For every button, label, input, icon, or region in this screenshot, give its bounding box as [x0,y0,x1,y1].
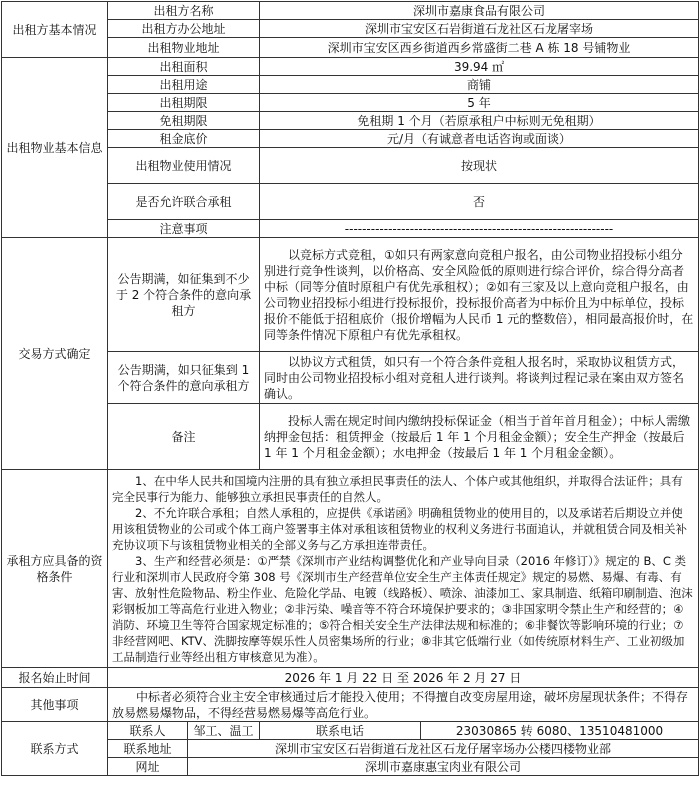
requirements-section-label: 承租方应具备的资格条件 [2,470,108,668]
contact-address-label: 联系地址 [108,740,188,758]
notes-value: -------------------------------------------------------------- [260,220,699,238]
usage-label: 出租物业使用情况 [108,148,260,184]
area-label: 出租面积 [108,58,260,76]
requirement-item: 1、在中华人民共和国境内注册的具有独立承担民事责任的法人、个体户或其他组织，并取得合法证件；具有完全民事行为能力、能够独立承担民事责任的自然人。 [112,473,683,504]
free-period-label: 免租期限 [108,112,260,130]
property-address-label: 出租物业地址 [108,38,260,58]
use-value: 商铺 [260,76,699,94]
use-label: 出租用途 [108,76,260,94]
free-period-value: 免租期 1 个月（若原承租户中标则无免租期） [260,112,699,130]
contact-address: 深圳市宝安区石岩街道石龙社区石龙仔屠宰场办公楼四楼物业部 [188,740,699,758]
remark-label: 备注 [108,404,260,470]
requirement-item: 3、生产和经营必须是：①严禁《深圳市产业结构调整优化和产业导向目录（2016 年修订）》规定的 B、C 类行业和深圳市人民政府令第 308 号《深圳市生产经营单位安全生产主体责任规定》规定的易燃、易爆、有毒、有害、放射性危险物品、粉尘作业、危险化学品、电镀（线路板）、喷涂、油漆加工、家具制造、纸箱印刷制造、泡沫彩钢板加工等高危行业进入物业；②非污染、噪音等不符合环境保护要求的；③非国家明令禁止生产和经营的；④消防、环境卫生等符合国家规定标准的；⑤符合相关安全生产法律法规和标准的；⑥非餐饮等影响环境的行业；⑦非经营网吧、KTV、洗脚按摩等娱乐性人员密集场所的行业；⑧非其它低端行业（如传统原材料生产、工业初级加工品制造行业等经出租方审核意见为准）。 [112,553,693,664]
lessor-office-label: 出租方办公地址 [108,20,260,38]
joint-lease-label: 是否允许联合承租 [108,184,260,220]
website-label: 网址 [108,758,188,776]
registration-period: 2026 年 1 月 22 日 至 2026 年 2 月 27 日 [108,668,699,688]
single-bidder-text: 以协议方式租赁，如只有一个符合条件竞租人报名时，采取协议租赁方式，同时由公司物业招投标小组对竞租人进行谈判。将谈判过程记录在案由双方签名确认。 [260,352,699,404]
multi-bidder-label: 公告期满，如征集到不少于 2 个符合条件的意向承租方 [108,238,260,352]
contact-person-label: 联系人 [108,722,188,740]
notes-label: 注意事项 [108,220,260,238]
usage-value: 按现状 [260,148,699,184]
other-text: 中标者必须符合业主安全审核通过后才能投入使用；不得擅自改变房屋用途，破坏房屋现状条件；不得存放易燃易爆物品，不得经营易燃易爆等高危行业。 [108,688,699,722]
lessor-name: 深圳市嘉康食品有限公司 [260,2,699,20]
contact-phone: 23030865 转 6080、13510481000 [421,722,699,740]
website-link[interactable]: 深圳市嘉康惠宝肉业有限公司 [188,758,699,776]
lessor-name-label: 出租方名称 [108,2,260,20]
term-value: 5 年 [260,94,699,112]
contact-phone-label: 联系电话 [260,722,421,740]
requirements-text [108,470,699,668]
contact-person: 邹工、温工 [188,722,260,740]
other-label: 其他事项 [2,688,108,722]
single-bidder-label: 公告期满，如只征集到 1 个符合条件的意向承租方 [108,352,260,404]
property-address: 深圳市宝安区西乡街道西乡常盛街二巷 A 栋 18 号铺物业 [260,38,699,58]
requirement-item: 2、不允许联合承租；自然人承租的，应提供《承诺函》明确租赁物业的使用目的，以及承诺若后期设立并使用该租赁物业的公司或个体工商户签署事主体对承租该租赁物业的权利义务进行书面追认，并就租赁合同及相关补充协议项下与该租赁物业相关的全部义务与乙方承担连带责任。 [112,505,687,552]
remark-text: 投标人需在规定时间内缴纳投标保证金（相当于首年首月租金）；中标人需缴纳押金包括：租赁押金（按最后 1 年 1 个月租金金额）；安全生产押金（按最后 1 年 1 个月租金金额）；水电押金（按最后 1 年 1 个月租金金额）。 [260,404,699,470]
property-section-label: 出租物业基本信息 [2,58,108,238]
reserve-price-value: 元/月（有诚意者电话咨询或面谈） [260,130,699,148]
reserve-price-label: 租金底价 [108,130,260,148]
area-value: 39.94 ㎡ [260,58,699,76]
contact-section-label: 联系方式 [2,722,108,776]
lessor-section-label: 出租方基本情况 [2,2,108,58]
transaction-section-label: 交易方式确定 [2,238,108,470]
joint-lease-value: 否 [260,184,699,220]
lessor-office: 深圳市宝安区石岩街道石龙社区石龙屠宰场 [260,20,699,38]
registration-label: 报名始止时间 [2,668,108,688]
lease-notice-table [1,1,699,776]
term-label: 出租期限 [108,94,260,112]
multi-bidder-text: 以竞标方式竞租，①如只有两家意向竞租户报名，由公司物业招投标小组分别进行竞争性谈判，以价格高、安全风险低的原则进行综合评价，综合得分高者中标（同等分值时原租户有优先承租权）；②如有三家及以上意向竞租户报名，由公司物业招投标小组进行投标报价，投标报价高者为中标价且为中标单位，投标报价不能低于招租底价（报价增幅为人民币 1 元的整数倍），相同最高报价时，在同等条件情况下原租户有优先承租权。 [260,238,699,352]
